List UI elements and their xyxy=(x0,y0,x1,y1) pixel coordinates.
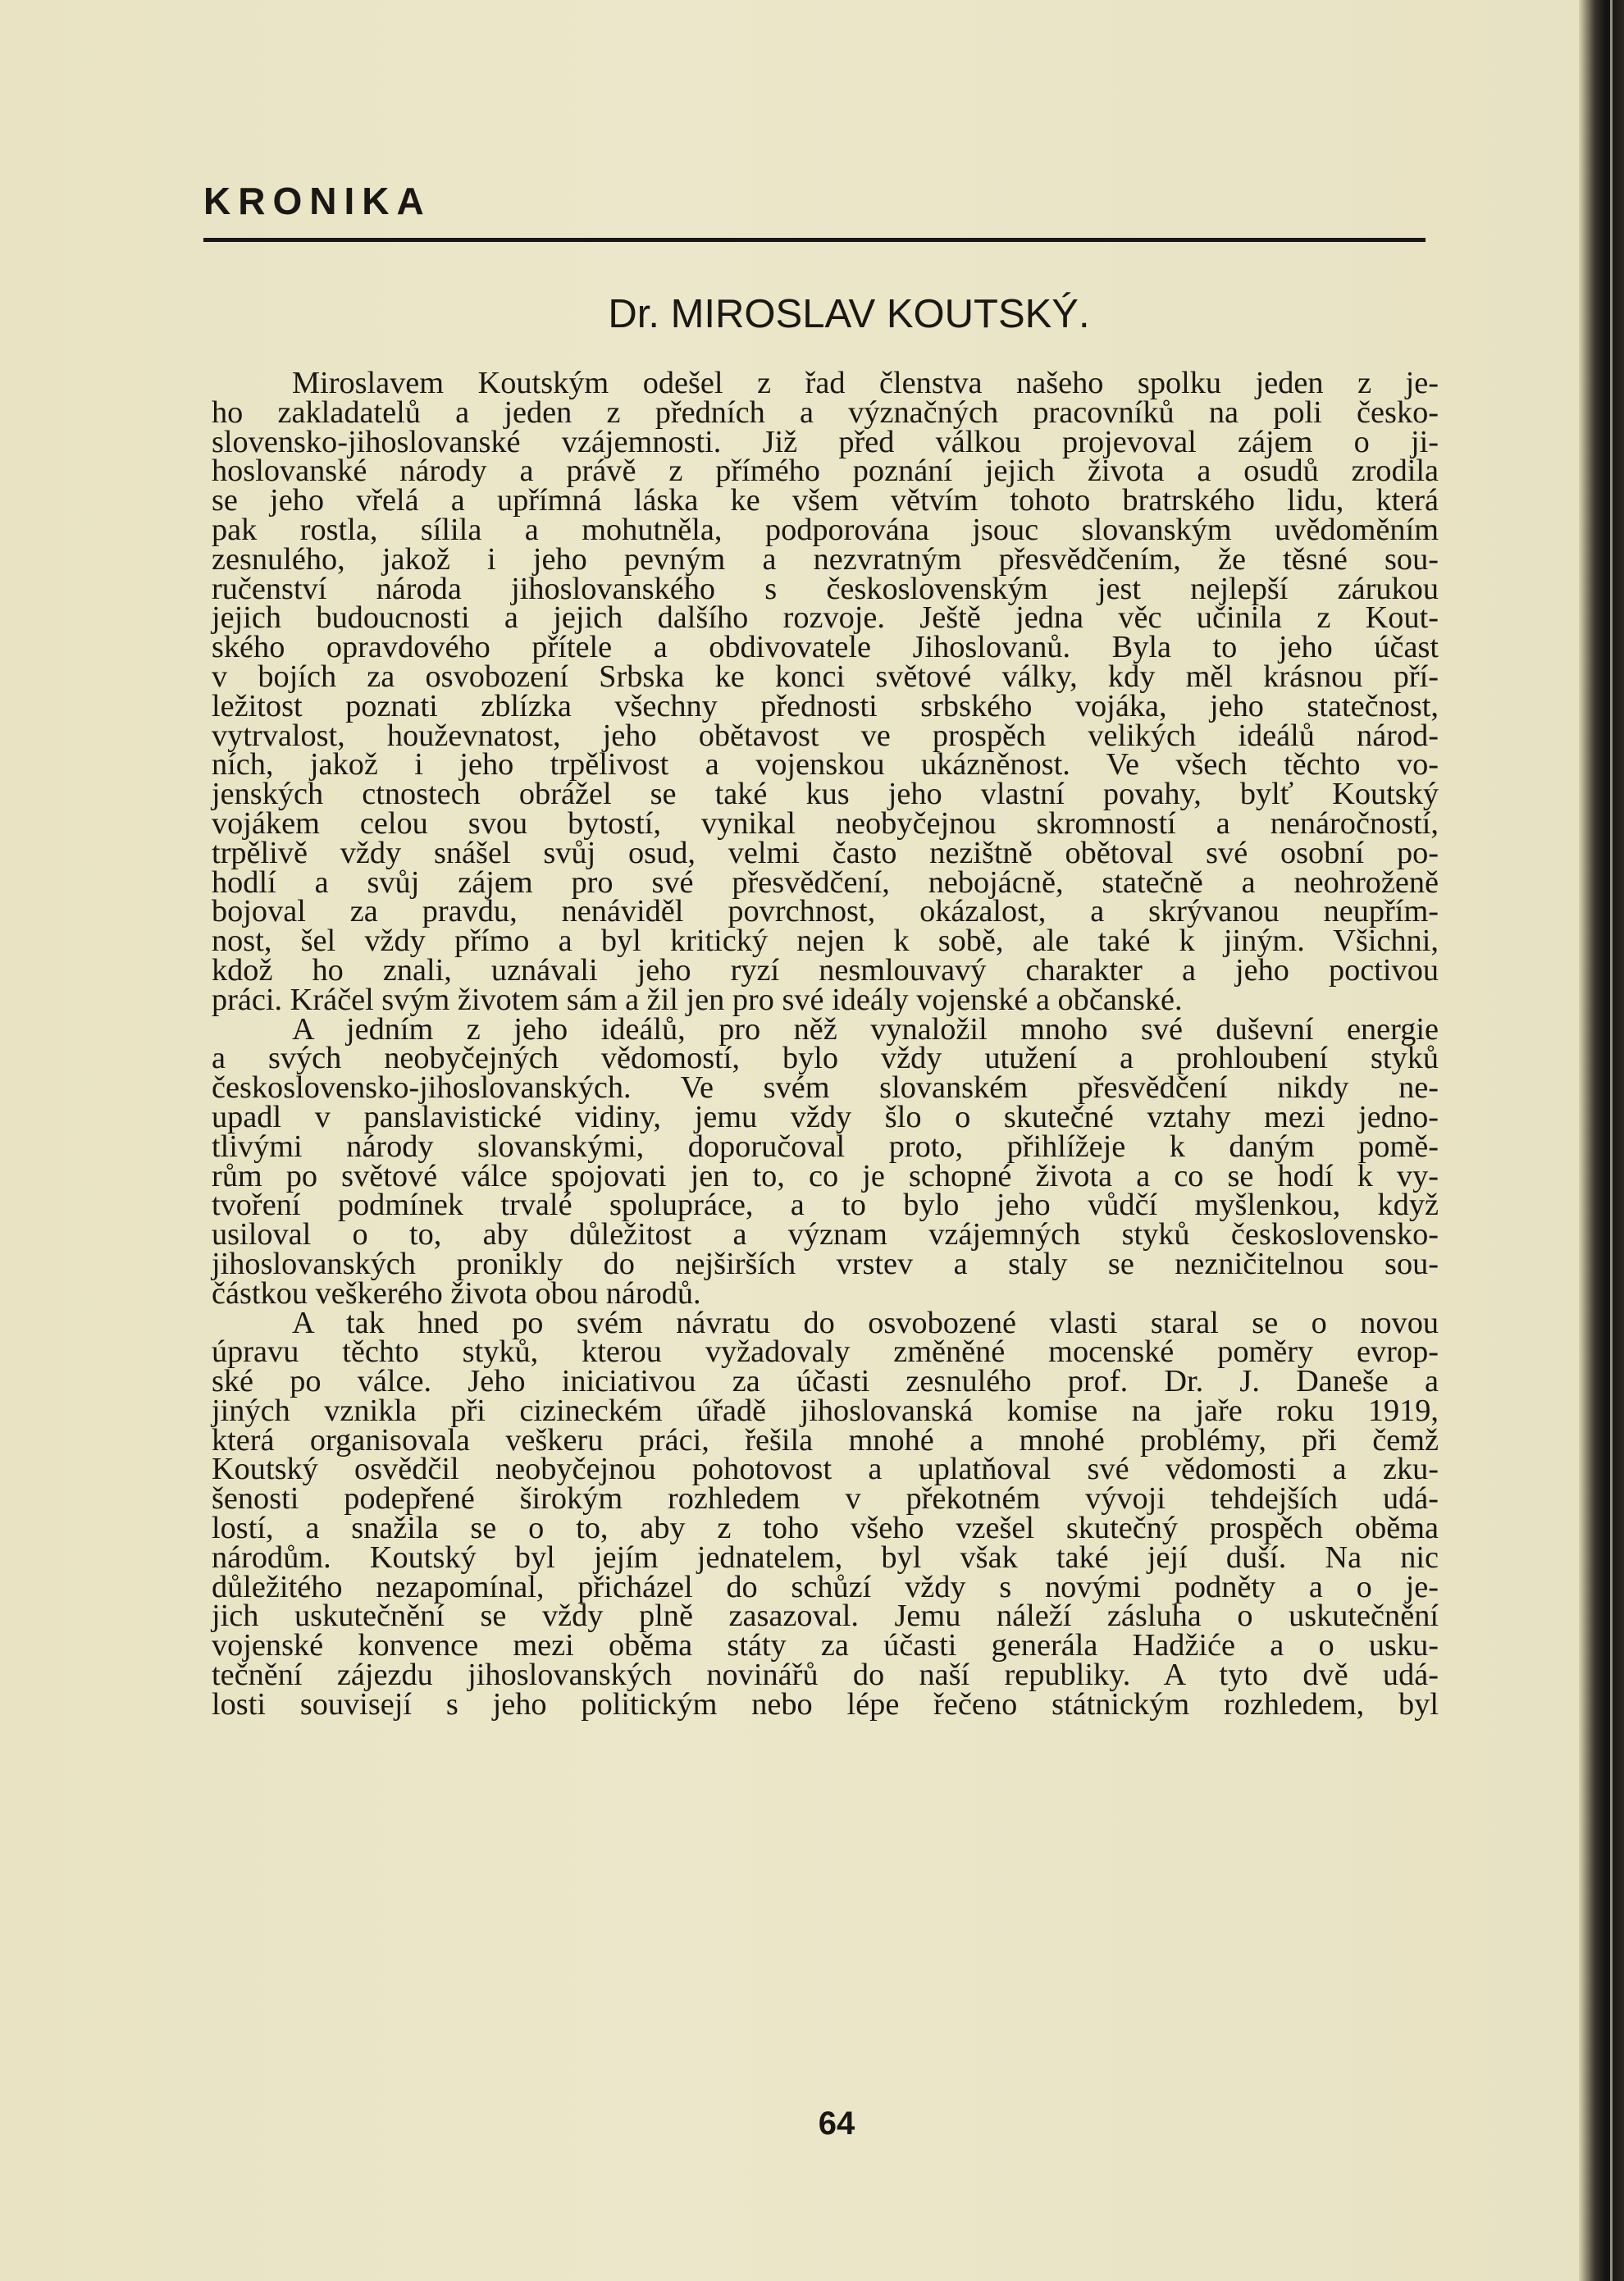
text-line: trpělivě vždy snášel svůj osud, velmi často nezištně obětoval své osobní po- xyxy=(212,835,1439,870)
text-line: tlivými národy slovanskými, doporučoval proto, přihlížeje k daným pomě- xyxy=(212,1129,1439,1164)
text-line: upadl v panslavistické vidiny, jemu vždy šlo o skutečné vztahy mezi jedno- xyxy=(212,1099,1439,1134)
text-line: usiloval o to, aby důležitost a význam vzájemných styků československo- xyxy=(212,1217,1439,1252)
text-line: bojoval za pravdu, nenáviděl povrchnost, okázalost, a skrývanou neupřím- xyxy=(212,894,1439,929)
text-line: ho zakladatelů a jeden z předních a význačných pracovníků na poli česko- xyxy=(212,395,1439,430)
text-line: vytrvalost, houževnatost, jeho obětavost ve prospěch velikých ideálů národ- xyxy=(212,718,1439,753)
text-line: vojákem celou svou bytostí, vynikal neobyčejnou skromností a nenáročností, xyxy=(212,805,1439,841)
text-line: Miroslavem Koutským odešel z řad členstva našeho spolku jeden z je- xyxy=(292,366,1439,400)
text-line: kdož ho znali, uznávali jeho ryzí nesmlouvavý charakter a jeho poctivou xyxy=(212,952,1439,988)
text-line: která organisovala veškeru práci, řešila mnohé a mnohé problémy, při čemž xyxy=(212,1422,1439,1458)
text-line: jiných vznikla při cizineckém úřadě jihoslovanská komise na jaře roku 1919, xyxy=(212,1393,1439,1428)
text-line: československo-jihoslovanských. Ve svém slovanském přesvědčení nikdy ne- xyxy=(212,1070,1439,1106)
page-number: 64 xyxy=(818,2105,855,2142)
text-line: tvoření podmínek trvalé spolupráce, a to bylo jeho vůdčí myšlenkou, když xyxy=(212,1188,1439,1223)
text-line: důležitého nezapomínal, přicházel do schůzí vždy s novými podněty a o je- xyxy=(212,1569,1439,1604)
binding-highlight xyxy=(1610,0,1613,2281)
article-body xyxy=(212,366,1439,1722)
text-line: nost, šel vždy přímo a byl kritický nejen k sobě, ale také k jiným. Všichni, xyxy=(212,924,1439,959)
text-line: Koutský osvědčil neobyčejnou pohotovost a uplatňoval své vědomosti a zku- xyxy=(212,1452,1439,1487)
text-line: tečnění zájezdu jihoslovanských novinářů do naší republiky. A tyto dvě udá- xyxy=(212,1658,1439,1693)
text-line: zesnulého, jakož i jeho pevným a nezvratným přesvědčením, že těsné sou- xyxy=(212,541,1439,577)
text-line: a svých neobyčejných vědomostí, bylo vždy utužení a prohloubení styků xyxy=(212,1041,1439,1076)
text-line: ského opravdového přítele a obdivovatele Jihoslovanů. Byla to jeho účast xyxy=(212,630,1439,665)
text-line: jenských ctnostech obrážel se také kus jeho vlastní povahy, bylť Koutský xyxy=(212,777,1439,812)
text-line: pak rostla, sílila a mohutněla, podporována jsouc slovanským uvědoměním xyxy=(212,512,1439,547)
text-line: jich uskutečnění se vždy plně zasazoval. Jemu náleží zásluha o uskutečnění xyxy=(212,1599,1439,1634)
text-line: rům po světové válce spojovati jen to, co je schopné života a co se hodí k vy- xyxy=(212,1158,1439,1193)
text-line: v bojích za osvobození Srbska ke konci světové války, kdy měl krásnou pří- xyxy=(212,659,1439,694)
text-line: vojenské konvence mezi oběma státy za účasti generála Hadžiće a o usku- xyxy=(212,1628,1439,1663)
text-line: ručenství národa jihoslovanského s československým jest nejlepší zárukou xyxy=(212,571,1439,606)
text-line: hoslovanské národy a právě z přímého poznání jejich života a osudů zrodila xyxy=(212,454,1439,489)
text-line: lostí, a snažila se o to, aby z toho všeho vzešel skutečný prospěch oběma xyxy=(212,1511,1439,1546)
text-line: ních, jakož i jeho trpělivost a vojenskou ukázněnost. Ve všech těchto vo- xyxy=(212,747,1439,782)
text-line: ské po válce. Jeho iniciativou za účasti zesnulého prof. Dr. J. Daneše a xyxy=(212,1364,1439,1399)
text-line: částkou veškerého života obou národů. xyxy=(212,1275,701,1311)
book-binding-edge xyxy=(1579,0,1624,2281)
text-line: úpravu těchto styků, kterou vyžadovaly změněné mocenské poměry evrop- xyxy=(212,1334,1439,1370)
text-line: A tak hned po svém návratu do osvobozené vlasti staral se o novou xyxy=(292,1305,1439,1340)
text-line: šenosti podepřené širokým rozhledem v překotném vývoji tehdejších udá- xyxy=(212,1481,1439,1517)
text-line: práci. Kráčel svým životem sám a žil jen pro své ideály vojenské a občanské. xyxy=(212,982,1183,1017)
text-line: jihoslovanských pronikly do nejširších vrstev a staly se nezničitelnou sou- xyxy=(212,1246,1439,1281)
text-line: slovensko-jihoslovanské vzájemnosti. Již před válkou projevoval zájem o ji- xyxy=(212,424,1439,459)
text-line: losti souvisejí s jeho politickým nebo lépe řečeno státnickým rozhledem, byl xyxy=(212,1686,1439,1722)
text-line: národům. Koutský byl jejím jednatelem, byl však také její duší. Na nic xyxy=(212,1540,1439,1575)
text-line: se jeho vřelá a upřímná láska ke všem větvím tohoto bratrského lidu, která xyxy=(212,483,1439,518)
article-title: Dr. MIROSLAV KOUTSKÝ. xyxy=(608,292,1090,336)
text-line: ležitost poznati zblízka všechny přednosti srbského vojáka, jeho statečnost, xyxy=(212,688,1439,723)
section-title: KRONIKA xyxy=(203,180,431,222)
section-divider xyxy=(203,238,1426,242)
text-line: A jedním z jeho ideálů, pro něž vynaložil mnoho své duševní energie xyxy=(292,1011,1439,1047)
text-line: jejich budoucnosti a jejich dalšího rozvoje. Ještě jedna věc učinila z Kout- xyxy=(212,600,1439,636)
text-line: hodlí a svůj zájem pro své přesvědčení, nebojácně, statečně a neohroženě xyxy=(212,864,1439,900)
